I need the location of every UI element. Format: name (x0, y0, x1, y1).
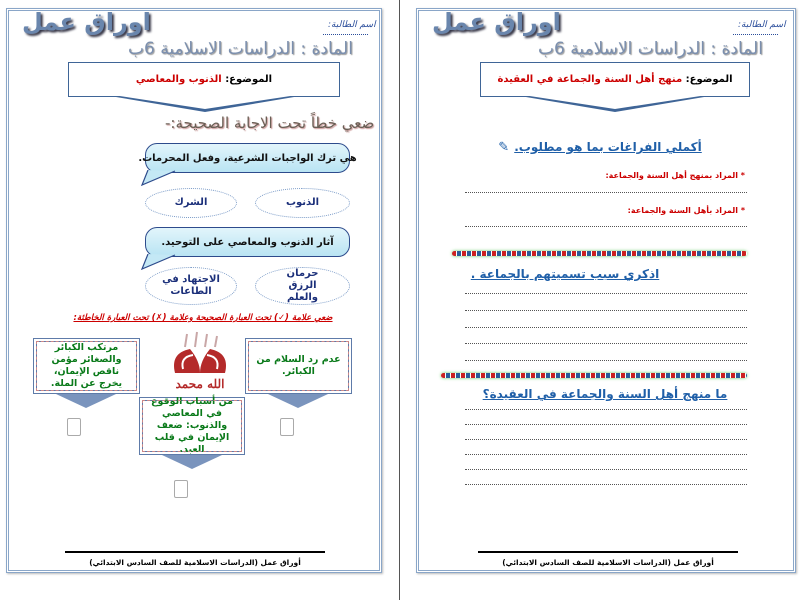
answer-line[interactable] (465, 409, 747, 410)
student-name-field[interactable] (323, 34, 368, 35)
answer-line[interactable] (465, 360, 747, 361)
answer-line[interactable] (465, 310, 747, 311)
topic-label: الموضوع: (225, 74, 273, 85)
topic-value: الذنوب والمعاصي (135, 74, 222, 85)
page-divider (399, 0, 400, 600)
answer-line[interactable] (465, 424, 747, 425)
answer-checkbox[interactable] (67, 418, 81, 436)
question-bubble-2: آثار الذنوب والمعاصي على التوحيد. (145, 227, 350, 257)
fill-item: * المراد بأهل السنة والجماعة: (627, 206, 745, 215)
section1-heading (480, 136, 720, 155)
option-oval[interactable]: حرمان الرزق والعلم (255, 267, 350, 305)
topic-box (480, 62, 750, 97)
topic-box (68, 62, 340, 97)
answer-line[interactable] (465, 484, 747, 485)
answer-line[interactable] (465, 192, 747, 193)
section3-heading (465, 383, 745, 402)
answer-checkbox[interactable] (174, 480, 188, 498)
calligraphy-emblem (165, 331, 235, 375)
down-arrow (162, 455, 222, 469)
student-name-label: اسم الطالبة: (738, 20, 786, 30)
option-oval[interactable]: الاجتهاد في الطاعات (145, 267, 237, 305)
option-oval[interactable]: الشرك (145, 188, 237, 218)
subject-heading: المادة : الدراسات الاسلامية 6ب (538, 39, 763, 59)
topic-arrow-fill (523, 95, 707, 109)
dotted-separator (441, 373, 747, 378)
dotted-separator (452, 251, 747, 256)
instruction-underline: ضعي خطاً تحت الاجابة الصحيحة:- (165, 114, 375, 132)
calligraphy-text: الله محمد (175, 377, 225, 391)
section2-title: اذكري سبب تسميتهم بالجماعة . (470, 267, 660, 281)
pencil-icon: ✎ (498, 140, 510, 155)
worksheet-title: اوراق عمل (22, 8, 151, 36)
statement-box: مرتكب الكبائر والصغائر مؤمن ناقص الإيمان، يخرج عن الملة. (33, 338, 140, 394)
topic-label: الموضوع: (685, 74, 733, 85)
topic-arrow-fill (113, 95, 297, 109)
statement-box: عدم رد السلام من الكبائر. (245, 338, 352, 394)
subject-heading: المادة : الدراسات الاسلامية 6ب (128, 39, 353, 59)
down-arrow (268, 394, 328, 408)
worksheet-title: اوراق عمل (432, 8, 561, 36)
answer-checkbox[interactable] (280, 418, 294, 436)
section2-heading (465, 263, 665, 282)
answer-line[interactable] (465, 454, 747, 455)
instruction-check: ضعي علامة (✓) تحت العبارة الصحيحة وعلامة (✗) تحت العبارة الخاطئة: (73, 313, 333, 323)
answer-line[interactable] (465, 439, 747, 440)
bubble-tail (140, 170, 180, 190)
footer-rule (65, 551, 325, 553)
answer-line[interactable] (465, 226, 747, 227)
answer-line[interactable] (465, 327, 747, 328)
section3-title: ما منهج أهل السنة والجماعة في العقيدة؟ (482, 387, 728, 401)
student-name-field[interactable] (733, 34, 778, 35)
answer-line[interactable] (465, 343, 747, 344)
option-oval[interactable]: الذنوب (255, 188, 350, 218)
down-arrow (56, 394, 116, 408)
answer-line[interactable] (465, 293, 747, 294)
question-bubble-1: هي ترك الواجبات الشرعية، وفعل المحرمات. (145, 143, 350, 173)
footer-rule (478, 551, 738, 553)
student-name-label: اسم الطالبة: (328, 20, 376, 30)
fill-item: * المراد بمنهج أهل السنة والجماعة: (605, 171, 745, 180)
statement-box: من أسباب الوقوع في المعاصي والذنوب: ضعف الإيمان في قلب العبد. (139, 397, 245, 455)
topic-value: منهج أهل السنة والجماعة في العقيدة (497, 74, 683, 85)
section1-title: أكملي الفراغات بما هو مطلوب. (514, 140, 702, 154)
footer-text: أوراق عمل (الدراسات الاسلامية للصف السادس الابتدائي) (502, 558, 714, 567)
answer-line[interactable] (465, 469, 747, 470)
footer-text: أوراق عمل (الدراسات الاسلامية للصف السادس الابتدائي) (89, 558, 301, 567)
